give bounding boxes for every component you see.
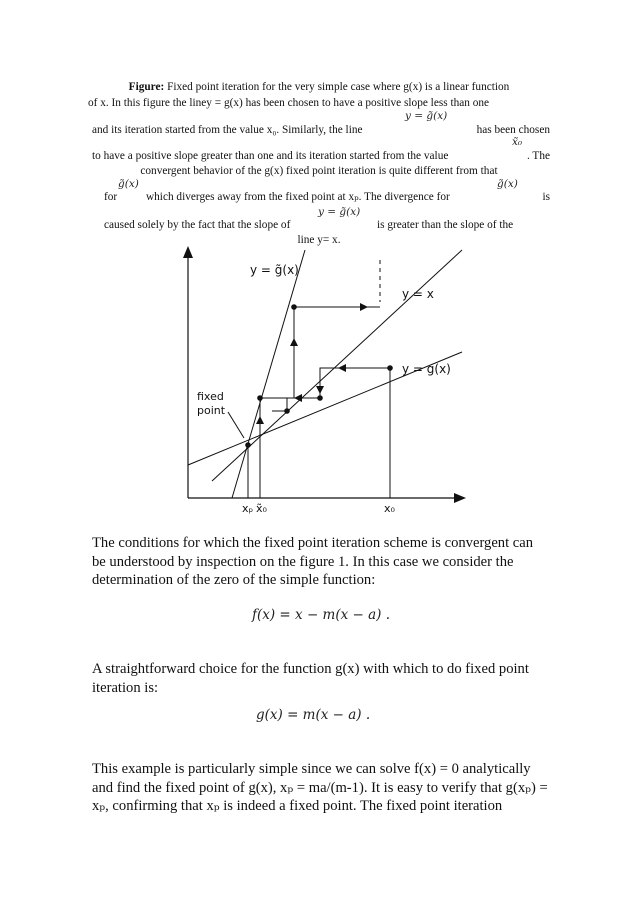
paragraph-2: A straightforward choice for the function g(x) with which to do fixed point iteration is:: [92, 661, 529, 696]
y-axis-arrow-icon: [183, 246, 193, 258]
tick-x0: x₀: [384, 502, 395, 515]
label-y-gtilde: y = g̃(x): [250, 263, 299, 277]
caption-line-6c: is: [542, 191, 550, 203]
fixed-point-figure: [170, 240, 470, 530]
caption-line-2: of x. In this figure the liney = g(x) has been chosen to have a positive slope less than one: [88, 97, 490, 109]
caption-line-4a: to have a positive slope greater than one and its iteration started from the value: [92, 150, 449, 162]
point-a: [257, 395, 263, 401]
convergent-path: [272, 368, 390, 498]
caption-line-7a: caused solely by the fact that the slope of: [104, 219, 291, 231]
caption-line-7b: is greater than the slope of the: [377, 219, 514, 231]
caption-line-5: convergent behavior of the g(x) fixed point iteration is quite different from that: [140, 165, 498, 177]
caption-line-8: line y= x.: [297, 234, 341, 246]
caption-math-gtilde-1: g̃(x): [118, 178, 139, 190]
caption-math-y-gtilde-2: y = g̃(x): [318, 206, 361, 218]
label-fixed: fixed: [197, 390, 224, 403]
paragraph-1: The conditions for which the fixed point iteration scheme is convergent can be understood by inspection on the figure 1. In this case we consider the determination of the zero of the simple function:: [92, 535, 534, 588]
point-d: [317, 395, 323, 401]
caption-line-4b: . The: [526, 150, 550, 162]
caption-line-6a: for: [104, 191, 118, 203]
caption-math-x0tilde: x̃₀: [512, 136, 523, 148]
equation-2: g(x) = m(x − a) .: [256, 707, 371, 723]
point-c: [387, 365, 393, 371]
caption-line-3a: and its iteration started from the value x₀. Similarly, the line: [92, 124, 363, 136]
fixed-point-pointer: [228, 412, 244, 438]
divergent-path: [260, 307, 380, 498]
tick-x0tilde: x̃₀: [256, 502, 267, 515]
caption-line-1: [88, 80, 550, 95]
tick-xp: xₚ: [242, 502, 254, 515]
caption-math-gtilde-2: g̃(x): [497, 178, 518, 190]
label-y-g: y = g(x): [402, 362, 451, 376]
caption-label: Figure:: [128, 81, 165, 93]
point-e: [284, 408, 290, 414]
caption-line-6b: which diverges away from the fixed point at xₚ. The divergence for: [146, 191, 450, 203]
equation-1: f(x) = x − m(x − a) .: [252, 607, 391, 623]
paragraph-3: This example is particularly simple since we can solve f(x) = 0 analytically and find the fixed point of g(x), xₚ = ma/(m-1). It is easy to verify that g(xₚ) = xₚ, confirming that xₚ is indeed a fixed point. The fixed point iteration: [92, 761, 548, 814]
label-point: point: [197, 404, 226, 417]
label-y-x: y = x: [402, 287, 434, 301]
point-b: [291, 304, 297, 310]
caption-line-1-text: Fixed point iteration for the very simple case where g(x) is a linear function: [167, 81, 510, 93]
caption-math-y-gtilde-1: y = g̃(x): [405, 110, 448, 122]
caption-line-3b: has been chosen: [476, 124, 550, 136]
x-axis-arrow-icon: [454, 493, 466, 503]
